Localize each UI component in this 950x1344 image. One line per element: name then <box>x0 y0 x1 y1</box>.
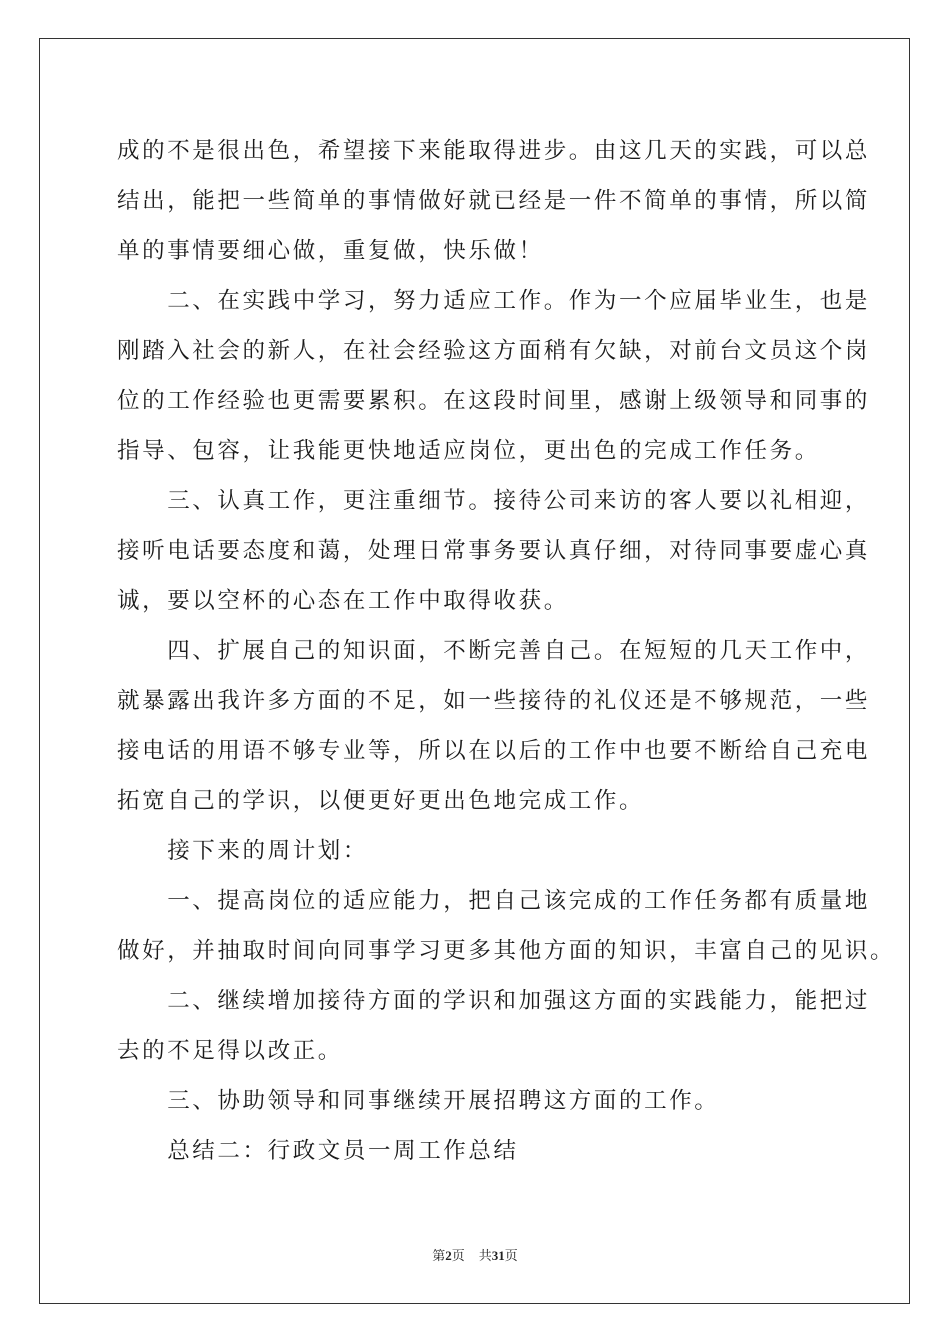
text-line: 诚，要以空杯的心态在工作中取得收获。 <box>117 588 569 614</box>
text-line: 接电话的用语不够专业等，所以在以后的工作中也要不断给自己充电 <box>117 738 871 764</box>
text-line: 就暴露出我许多方面的不足，如一些接待的礼仪还是不够规范，一些 <box>117 688 871 714</box>
page-prefix: 第 <box>432 1249 446 1264</box>
text-line: 去的不足得以改正。 <box>117 1038 343 1064</box>
text-line: 刚踏入社会的新人，在社会经验这方面稍有欠缺，对前台文员这个岗 <box>117 338 871 364</box>
text-line: 二、在实践中学习，努力适应工作。作为一个应届毕业生，也是 <box>117 288 871 314</box>
text-line: 总结二：行政文员一周工作总结 <box>117 1138 519 1164</box>
text-line: 接下来的周计划： <box>117 838 369 864</box>
text-line: 四、扩展自己的知识面，不断完善自己。在短短的几天工作中， <box>117 638 871 664</box>
page-suffix: 页 <box>451 1249 465 1264</box>
text-line: 成的不是很出色，希望接下来能取得进步。由这几天的实践，可以总 <box>117 138 871 164</box>
text-line: 指导、包容，让我能更快地适应岗位，更出色的完成工作任务。 <box>117 438 820 464</box>
text-line: 二、继续增加接待方面的学识和加强这方面的实践能力，能把过 <box>117 988 871 1014</box>
total-pages: 31 <box>491 1248 505 1263</box>
text-line: 位的工作经验也更需要累积。在这段时间里，感谢上级领导和同事的 <box>117 388 871 414</box>
text-line: 一、提高岗位的适应能力，把自己该完成的工作任务都有质量地 <box>117 888 871 914</box>
text-line: 拓宽自己的学识，以便更好更出色地完成工作。 <box>117 788 645 814</box>
text-line: 三、认真工作，更注重细节。接待公司来访的客人要以礼相迎， <box>117 488 871 514</box>
text-line: 做好，并抽取时间向同事学习更多其他方面的知识，丰富自己的见识。 <box>117 938 896 964</box>
document-body <box>117 126 896 1176</box>
text-line: 接听电话要态度和蔼，处理日常事务要认真仔细，对待同事要虚心真 <box>117 538 871 564</box>
page-number: 2 <box>445 1248 452 1263</box>
total-prefix: 共 <box>478 1249 492 1264</box>
total-suffix: 页 <box>504 1249 518 1264</box>
page-footer <box>0 1245 950 1264</box>
text-line: 三、协助领导和同事继续开展招聘这方面的工作。 <box>117 1088 720 1114</box>
text-line: 结出，能把一些简单的事情做好就已经是一件不简单的事情，所以简 <box>117 188 871 214</box>
text-line: 单的事情要细心做，重复做，快乐做！ <box>117 238 544 264</box>
